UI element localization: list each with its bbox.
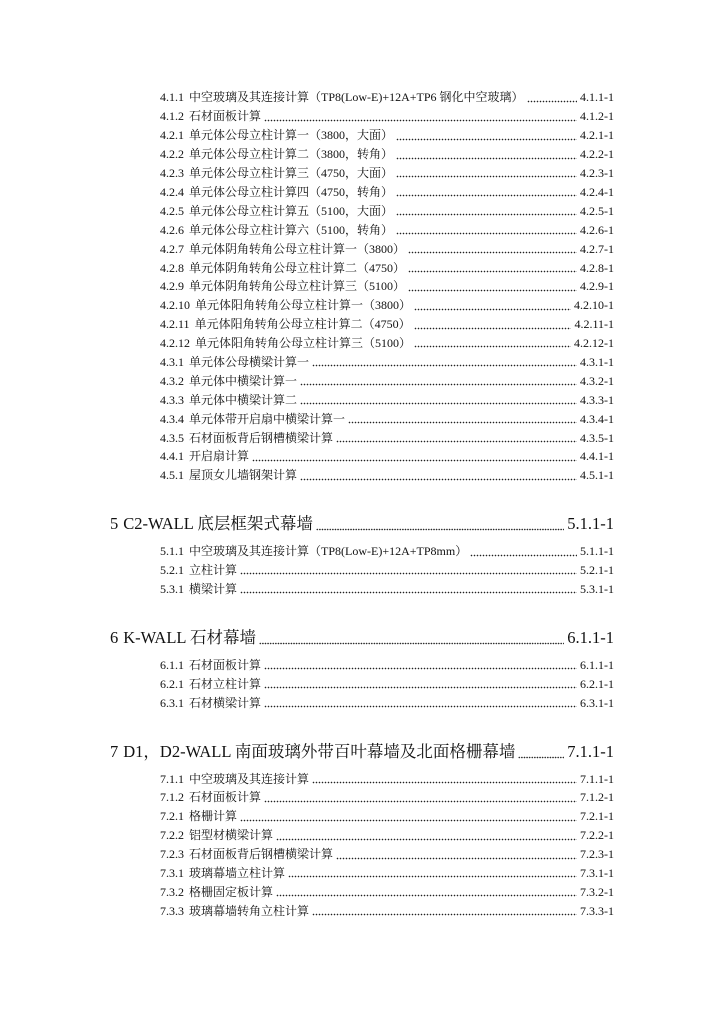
entry-number: 5.2.1 — [160, 563, 184, 578]
toc-entry — [0, 845, 724, 864]
entry-number: 7.2.1 — [160, 809, 184, 824]
toc-entry — [0, 183, 724, 202]
toc-entry — [0, 164, 724, 183]
entry-page: 5.1.1-1 — [580, 544, 614, 559]
entry-page: 4.3.3-1 — [580, 392, 614, 407]
entry-number: 4.2.2 — [160, 147, 184, 162]
entry-page: 5.3.1-1 — [580, 581, 614, 596]
entry-page: 4.2.3-1 — [580, 166, 614, 181]
entry-number: 4.3.4 — [160, 411, 184, 426]
entry-number: 6.3.1 — [160, 695, 184, 710]
entry-title: 单元体带开启扇中横梁计算一 — [189, 411, 346, 426]
dot-leader — [276, 826, 577, 845]
entry-title: 中空玻璃及其连接计算（TP8(Low-E)+12A+TP8mm） — [189, 544, 468, 559]
dot-leader — [264, 675, 577, 694]
entry-page: 4.2.4-1 — [580, 184, 614, 199]
toc-chapter-heading — [0, 624, 724, 652]
toc-entry — [0, 259, 724, 278]
entry-page: 4.1.2-1 — [580, 109, 614, 124]
toc-entry — [0, 107, 724, 126]
entry-number: 4.2.11 — [160, 317, 190, 332]
toc-entry — [0, 315, 724, 334]
entry-title: 单元体公母立柱计算四（4750，转角） — [189, 184, 394, 199]
toc-section-7 — [0, 738, 724, 921]
toc-group-chapter-7 — [0, 770, 724, 921]
dot-leader — [316, 510, 564, 538]
dot-leader — [518, 738, 564, 766]
entry-title: 格栅计算 — [189, 809, 238, 824]
dot-leader — [527, 89, 577, 108]
chapter-title: C2-WALL 底层框架式幕墙 — [123, 514, 313, 534]
entry-title: 单元体阴角转角公母立柱计算三（5100） — [189, 279, 406, 294]
entry-title: 屋顶女儿墙钢架计算 — [189, 468, 298, 483]
entry-title: 石材横梁计算 — [189, 695, 262, 710]
toc-group-chapter-4 — [0, 89, 724, 486]
entry-title: 中空玻璃及其连接计算 — [189, 771, 310, 786]
toc-group-chapter-5 — [0, 542, 724, 599]
dot-leader — [300, 466, 577, 485]
entry-title: 中空玻璃及其连接计算（TP8(Low-E)+12A+TP6 钢化中空玻璃） — [189, 90, 524, 105]
entry-page: 4.2.9-1 — [580, 279, 614, 294]
toc-chapter-heading — [0, 510, 724, 538]
dot-leader — [408, 240, 577, 259]
entry-number: 5.3.1 — [160, 581, 184, 596]
entry-number: 4.2.1 — [160, 128, 184, 143]
entry-number: 7.2.2 — [160, 828, 184, 843]
entry-page: 4.3.2-1 — [580, 373, 614, 388]
toc-entry — [0, 883, 724, 902]
entry-number: 4.4.1 — [160, 449, 184, 464]
table-of-contents — [0, 89, 724, 921]
entry-page: 4.2.6-1 — [580, 222, 614, 237]
dot-leader — [336, 429, 577, 448]
toc-entry — [0, 145, 724, 164]
entry-page: 7.1.2-1 — [580, 790, 614, 805]
dot-leader — [414, 296, 571, 315]
entry-number: 4.3.3 — [160, 392, 184, 407]
entry-number: 4.3.2 — [160, 373, 184, 388]
toc-entry — [0, 126, 724, 145]
entry-page: 4.2.12-1 — [574, 336, 614, 351]
entry-title: 单元体阴角转角公母立柱计算二（4750） — [189, 260, 406, 275]
entry-title: 单元体公母立柱计算一（3800，大面） — [189, 128, 394, 143]
entry-page: 4.2.11-1 — [574, 317, 614, 332]
toc-entry — [0, 864, 724, 883]
entry-page: 6.1.1-1 — [580, 657, 614, 672]
chapter-page: 6.1.1-1 — [567, 627, 614, 647]
dot-leader — [396, 221, 577, 240]
dot-leader — [396, 164, 577, 183]
entry-title: 单元体公母横梁计算一 — [189, 354, 310, 369]
toc-entry — [0, 675, 724, 694]
dot-leader — [240, 561, 577, 580]
entry-title: 开启扇计算 — [189, 449, 250, 464]
entry-title: 铝型材横梁计算 — [189, 828, 274, 843]
dot-leader — [264, 656, 577, 675]
chapter-page: 7.1.1-1 — [567, 741, 614, 761]
chapter-title: K-WALL 石材幕墙 — [123, 627, 256, 647]
entry-number: 5.1.1 — [160, 544, 184, 559]
toc-chapter-heading — [0, 738, 724, 766]
dot-leader — [276, 883, 577, 902]
toc-entry — [0, 580, 724, 599]
entry-page: 4.2.8-1 — [580, 260, 614, 275]
entry-title: 玻璃幕墙转角立柱计算 — [189, 903, 310, 918]
entry-title: 石材面板背后钢槽横梁计算 — [189, 430, 334, 445]
entry-title: 单元体阳角转角公母立柱计算三（5100） — [195, 336, 412, 351]
entry-page: 5.2.1-1 — [580, 563, 614, 578]
dot-leader — [312, 353, 577, 372]
entry-page: 7.3.2-1 — [580, 884, 614, 899]
toc-entry — [0, 429, 724, 448]
chapter-page: 5.1.1-1 — [567, 514, 614, 534]
entry-number: 7.1.1 — [160, 771, 184, 786]
entry-page: 7.3.3-1 — [580, 903, 614, 918]
entry-title: 单元体中横梁计算一 — [189, 373, 298, 388]
entry-number: 4.5.1 — [160, 468, 184, 483]
entry-page: 4.2.1-1 — [580, 128, 614, 143]
chapter-title: D1，D2-WALL 南面玻璃外带百叶幕墙及北面格栅幕墙 — [123, 741, 516, 761]
entry-title: 格栅固定板计算 — [189, 884, 274, 899]
dot-leader — [470, 542, 577, 561]
toc-entry — [0, 656, 724, 675]
dot-leader — [240, 807, 577, 826]
entry-title: 横梁计算 — [189, 581, 238, 596]
entry-number: 4.2.3 — [160, 166, 184, 181]
dot-leader — [264, 107, 577, 126]
entry-page: 7.2.2-1 — [580, 828, 614, 843]
entry-number: 7.3.1 — [160, 865, 184, 880]
entry-title: 单元体公母立柱计算五（5100，大面） — [189, 203, 394, 218]
entry-title: 玻璃幕墙立柱计算 — [189, 865, 286, 880]
toc-entry — [0, 89, 724, 108]
dot-leader — [264, 694, 577, 713]
toc-section-5 — [0, 510, 724, 599]
entry-title: 单元体公母立柱计算二（3800，转角） — [189, 147, 394, 162]
toc-entry — [0, 826, 724, 845]
entry-number: 4.2.10 — [160, 298, 190, 313]
entry-title: 单元体中横梁计算二 — [189, 392, 298, 407]
dot-leader — [288, 864, 577, 883]
entry-number: 6.2.1 — [160, 676, 184, 691]
dot-leader — [300, 372, 577, 391]
entry-number: 4.2.6 — [160, 222, 184, 237]
entry-title: 石材立柱计算 — [189, 676, 262, 691]
dot-leader — [348, 410, 577, 429]
entry-page: 7.2.3-1 — [580, 847, 614, 862]
chapter-number: 7 — [110, 741, 119, 761]
dot-leader — [408, 277, 577, 296]
dot-leader — [396, 202, 577, 221]
entry-number: 6.1.1 — [160, 657, 184, 672]
toc-entry — [0, 410, 724, 429]
entry-page: 4.3.4-1 — [580, 411, 614, 426]
entry-page: 4.2.5-1 — [580, 203, 614, 218]
toc-entry — [0, 770, 724, 789]
entry-title: 单元体公母立柱计算六（5100，转角） — [189, 222, 394, 237]
dot-leader — [414, 334, 571, 353]
entry-number: 4.3.5 — [160, 430, 184, 445]
entry-number: 7.3.3 — [160, 903, 184, 918]
dot-leader — [396, 145, 577, 164]
entry-page: 4.1.1-1 — [580, 90, 614, 105]
entry-page: 4.2.7-1 — [580, 241, 614, 256]
entry-number: 4.2.9 — [160, 279, 184, 294]
chapter-number: 5 — [110, 514, 119, 534]
toc-entry — [0, 296, 724, 315]
dot-leader — [264, 788, 577, 807]
entry-title: 单元体阳角转角公母立柱计算一（3800） — [195, 298, 412, 313]
toc-entry — [0, 202, 724, 221]
toc-entry — [0, 277, 724, 296]
toc-entry — [0, 694, 724, 713]
entry-number: 4.2.4 — [160, 184, 184, 199]
toc-entry — [0, 353, 724, 372]
entry-page: 4.3.5-1 — [580, 430, 614, 445]
dot-leader — [252, 447, 577, 466]
dot-leader — [312, 770, 577, 789]
toc-entry — [0, 561, 724, 580]
dot-leader — [259, 624, 564, 652]
entry-page: 7.2.1-1 — [580, 809, 614, 824]
entry-number: 4.2.7 — [160, 241, 184, 256]
toc-entry — [0, 334, 724, 353]
entry-number: 4.2.12 — [160, 336, 190, 351]
toc-entry — [0, 372, 724, 391]
entry-number: 7.3.2 — [160, 884, 184, 899]
entry-title: 单元体公母立柱计算三（4750，大面） — [189, 166, 394, 181]
entry-title: 石材面板计算 — [189, 657, 262, 672]
toc-group-chapter-6 — [0, 656, 724, 713]
entry-page: 6.3.1-1 — [580, 695, 614, 710]
toc-entry — [0, 221, 724, 240]
entry-page: 7.1.1-1 — [580, 771, 614, 786]
entry-page: 4.5.1-1 — [580, 468, 614, 483]
toc-entry — [0, 807, 724, 826]
entry-page: 4.4.1-1 — [580, 449, 614, 464]
toc-entry — [0, 240, 724, 259]
entry-number: 4.2.5 — [160, 203, 184, 218]
dot-leader — [414, 315, 572, 334]
toc-section-6 — [0, 624, 724, 713]
entry-title: 石材面板计算 — [189, 109, 262, 124]
toc-entry — [0, 391, 724, 410]
entry-number: 4.1.1 — [160, 90, 184, 105]
entry-page: 4.2.2-1 — [580, 147, 614, 162]
entry-title: 单元体阳角转角公母立柱计算二（4750） — [194, 317, 411, 332]
toc-entry — [0, 902, 724, 921]
entry-page: 4.3.1-1 — [580, 354, 614, 369]
entry-page: 7.3.1-1 — [580, 865, 614, 880]
dot-leader — [396, 126, 577, 145]
toc-entry — [0, 542, 724, 561]
entry-number: 7.1.2 — [160, 790, 184, 805]
entry-number: 4.3.1 — [160, 354, 184, 369]
entry-title: 石材面板背后钢槽横梁计算 — [189, 847, 334, 862]
entry-title: 立柱计算 — [189, 563, 238, 578]
chapter-number: 6 — [110, 627, 119, 647]
entry-number: 4.2.8 — [160, 260, 184, 275]
entry-title: 石材面板计算 — [189, 790, 262, 805]
dot-leader — [408, 259, 577, 278]
entry-page: 6.2.1-1 — [580, 676, 614, 691]
toc-entry — [0, 788, 724, 807]
toc-entry — [0, 447, 724, 466]
entry-number: 4.1.2 — [160, 109, 184, 124]
entry-number: 7.2.3 — [160, 847, 184, 862]
toc-entry — [0, 466, 724, 485]
dot-leader — [240, 580, 577, 599]
dot-leader — [300, 391, 577, 410]
dot-leader — [396, 183, 577, 202]
dot-leader — [312, 902, 577, 921]
entry-page: 4.2.10-1 — [574, 298, 614, 313]
entry-title: 单元体阴角转角公母立柱计算一（3800） — [189, 241, 406, 256]
dot-leader — [336, 845, 577, 864]
